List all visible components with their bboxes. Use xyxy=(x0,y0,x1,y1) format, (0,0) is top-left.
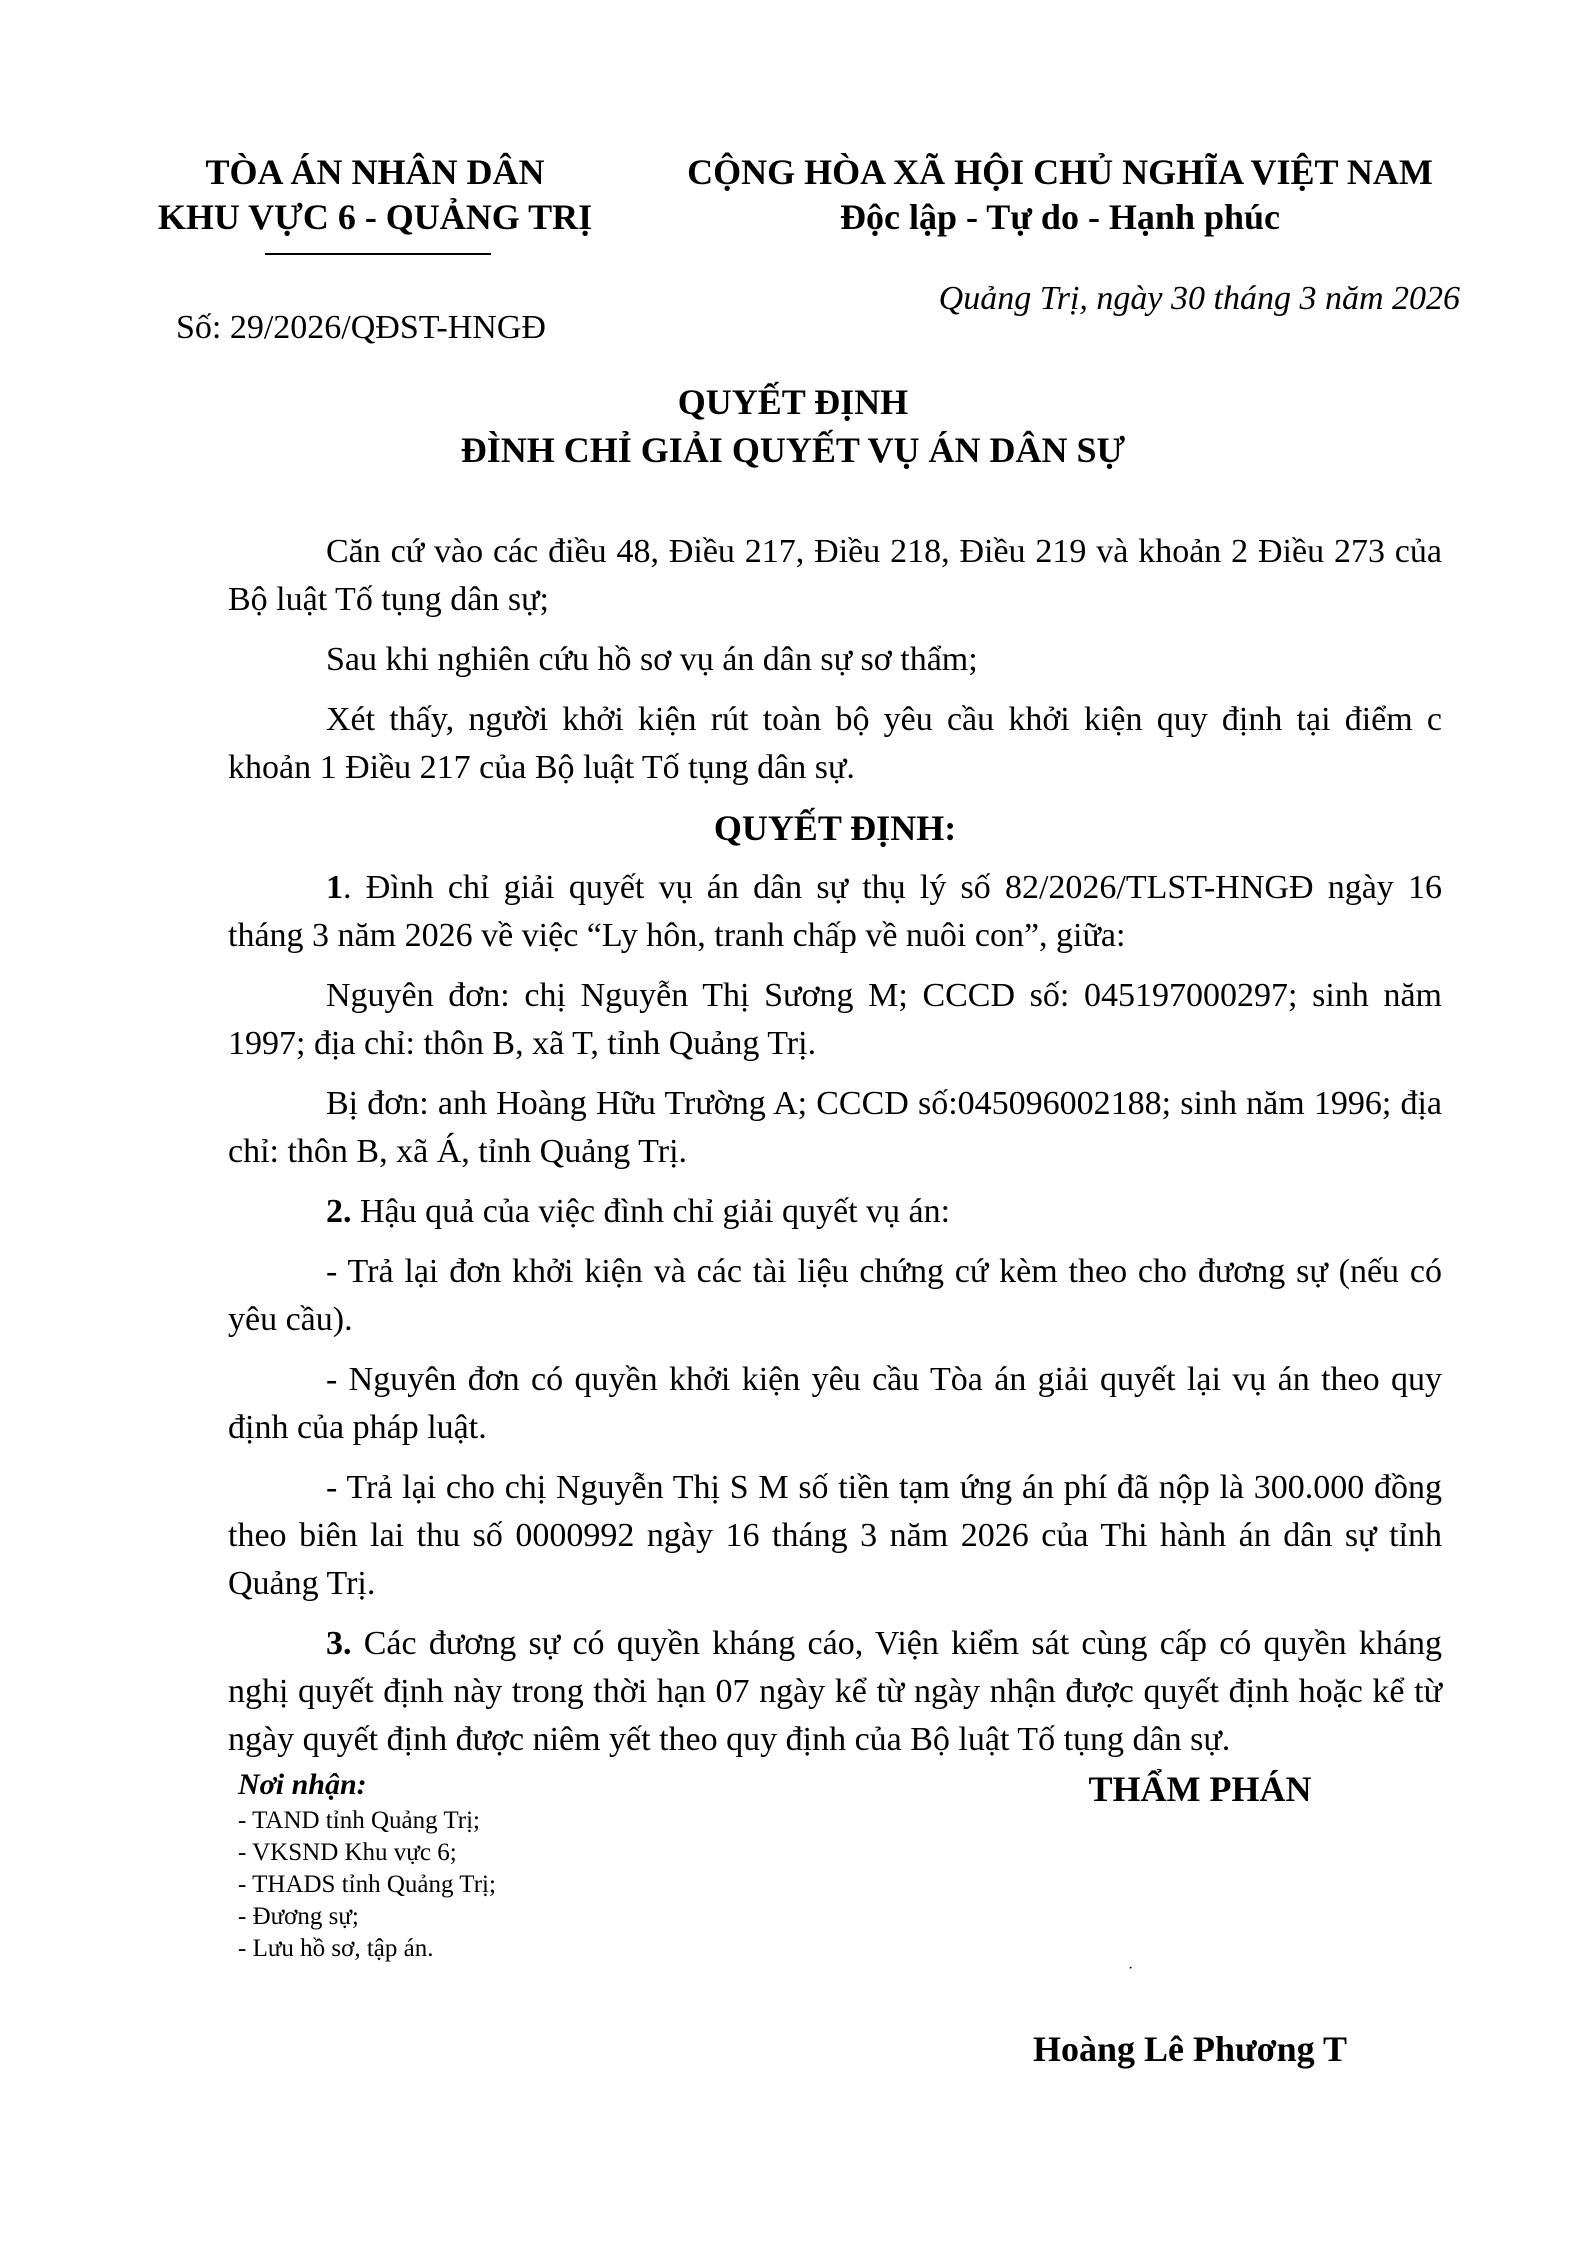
signature-mark: · xyxy=(1128,1960,1134,1977)
document-number: Số: 29/2026/QĐST-HNGĐ xyxy=(176,309,546,346)
section-3 xyxy=(228,1620,1442,1764)
document-title xyxy=(0,378,1586,474)
decision-heading: QUYẾT ĐỊNH: xyxy=(713,808,957,848)
recipient-item: - VKSND Khu vực 6; xyxy=(238,1839,457,1866)
section-1-text: . Đình chỉ giải quyết vụ án dân sự thụ lý số 82/2026/TLST-HNGĐ ngày 16 tháng 3 năm 2026 về việc “Ly hôn, tranh chấp về nuôi con”, giữa: xyxy=(228,869,1442,954)
section-3-text: Các đương sự có quyền kháng cáo, Viện kiểm sát cùng cấp có quyền kháng nghị quyết định này trong thời hạn 07 ngày kể từ ngày nhận được quyết định hoặc kể từ ngày quyết định được niêm yết theo quy định của Bộ luật Tố tụng dân sự. xyxy=(228,1625,1442,1758)
recipient-item: - THADS tỉnh Quảng Trị; xyxy=(238,1871,496,1898)
judge-name: Hoàng Lê Phương T xyxy=(1033,2029,1347,2069)
motto: Độc lập - Tự do - Hạnh phúc xyxy=(839,197,1281,237)
national-motto xyxy=(660,150,1460,240)
nation-name: CỘNG HÒA XÃ HỘI CHỦ NGHĨA VIỆT NAM xyxy=(687,152,1433,192)
court-name-line1: TÒA ÁN NHÂN DÂN xyxy=(205,152,545,192)
section-3-number: 3. xyxy=(326,1625,352,1662)
document-body xyxy=(228,528,1442,1776)
court-name-line2: KHU VỰC 6 - QUẢNG TRỊ xyxy=(157,197,593,237)
title-line1: QUYẾT ĐỊNH xyxy=(677,382,909,422)
judge-title: THẨM PHÁN xyxy=(1088,1769,1312,1809)
defendant-paragraph: Bị đơn: anh Hoàng Hữu Trường A; CCCD số:045096002188; sinh năm 1996; địa chỉ: thôn B, xã Á, tỉnh Quảng Trị. xyxy=(228,1085,1442,1170)
recipient-item: - Đương sự; xyxy=(238,1903,359,1930)
court-divider xyxy=(265,253,491,255)
preamble-paragraph: Căn cứ vào các điều 48, Điều 217, Điều 218, Điều 219 và khoản 2 Điều 273 của Bộ luật Tố tụng dân sự; xyxy=(228,533,1442,618)
consequence-item: - Trả lại đơn khởi kiện và các tài liệu chứng cứ kèm theo cho đương sự (nếu có yêu cầu). xyxy=(228,1253,1442,1338)
preamble-paragraph: Xét thấy, người khởi kiện rút toàn bộ yêu cầu khởi kiện quy định tại điểm c khoản 1 Điều 217 của Bộ luật Tố tụng dân sự. xyxy=(228,701,1442,786)
recipients-heading: Nơi nhận: xyxy=(238,1768,367,1801)
title-line2: ĐÌNH CHỈ GIẢI QUYẾT VỤ ÁN DÂN SỰ xyxy=(460,430,1126,470)
preamble-paragraph: Sau khi nghiên cứu hồ sơ vụ án dân sự sơ thẩm; xyxy=(326,641,978,678)
plaintiff-paragraph: Nguyên đơn: chị Nguyễn Thị Sương M; CCCD số: 045197000297; sinh năm 1997; địa chỉ: thôn B, xã T, tỉnh Quảng Trị. xyxy=(228,977,1442,1062)
section-2-number: 2. xyxy=(326,1193,352,1230)
consequence-item: - Nguyên đơn có quyền khởi kiện yêu cầu Tòa án giải quyết lại vụ án theo quy định của pháp luật. xyxy=(228,1361,1442,1446)
court-name xyxy=(140,150,610,240)
section-2-text: Hậu quả của việc đình chỉ giải quyết vụ án: xyxy=(351,1193,951,1230)
consequence-item: - Trả lại cho chị Nguyễn Thị S M số tiền tạm ứng án phí đã nộp là 300.000 đồng theo biên lai thu số 0000992 ngày 16 tháng 3 năm 2026 của Thi hành án dân sự tỉnh Quảng Trị. xyxy=(228,1469,1442,1602)
section-2 xyxy=(228,1188,1442,1236)
section-1 xyxy=(228,864,1442,960)
section-1-number: 1 xyxy=(326,869,343,906)
recipient-item: - Lưu hồ sơ, tập án. xyxy=(238,1935,434,1962)
place-date: Quảng Trị, ngày 30 tháng 3 năm 2026 xyxy=(938,280,1460,317)
recipients-block xyxy=(238,1765,738,1965)
recipient-item: - TAND tỉnh Quảng Trị; xyxy=(238,1807,481,1834)
